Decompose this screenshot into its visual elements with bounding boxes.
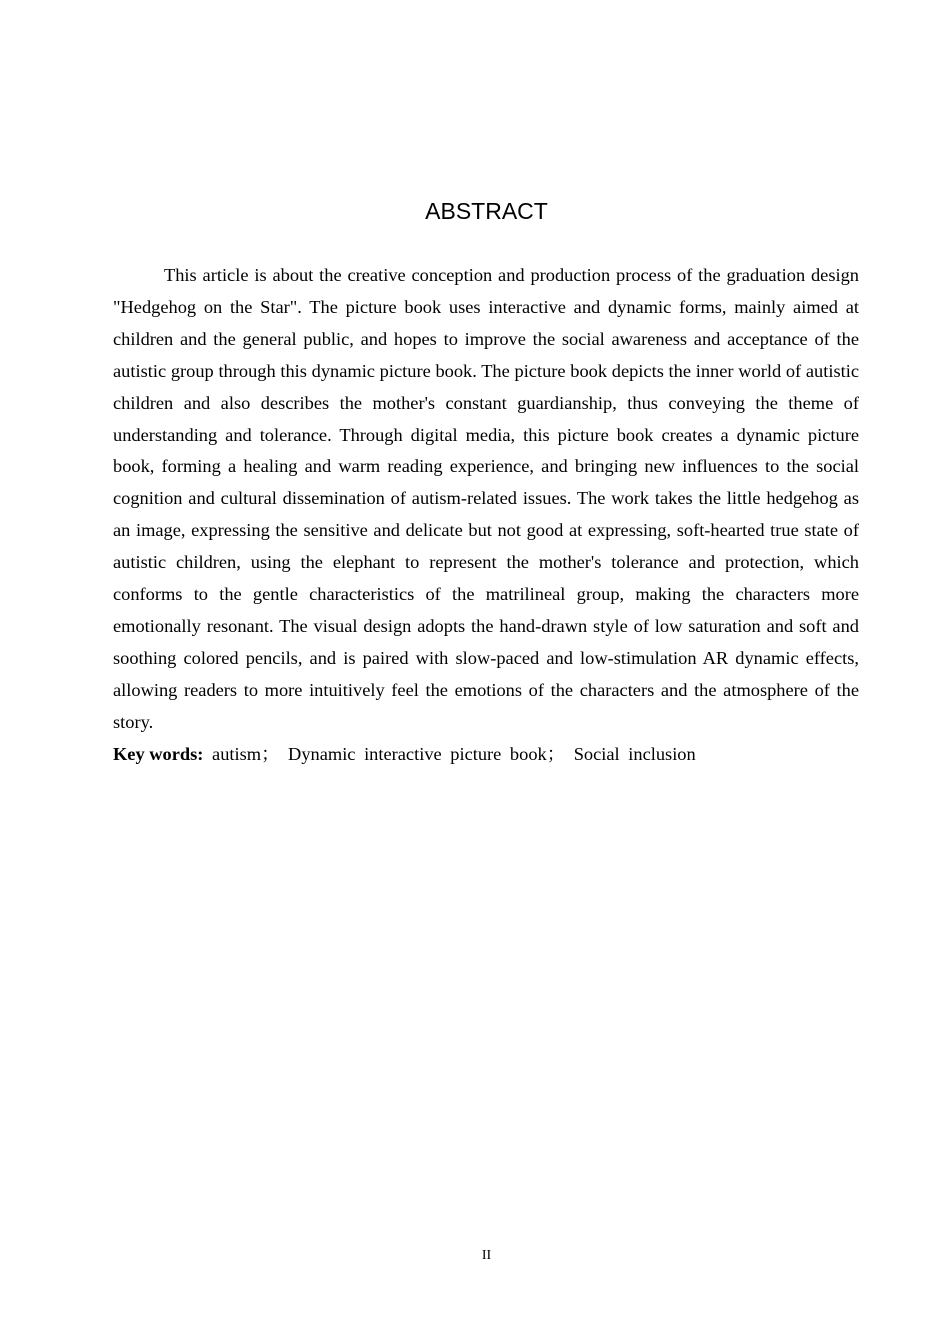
keywords-text: autism； Dynamic interactive picture book； Social inclusion (212, 744, 696, 764)
page-number: II (481, 1248, 492, 1263)
keywords-label: Key words: (113, 744, 204, 764)
abstract-title: ABSTRACT (425, 198, 548, 224)
keywords-line (113, 739, 859, 771)
abstract-body: This article is about the creative conception and production process of the graduation design "Hedgehog on the Star". The picture book uses interactive and dynamic forms, mainly aimed at children and the general public, and hopes to improve the social awareness and acceptance of the autistic group through this dynamic picture book. The picture book depicts the inner world of autistic children and also describes the mother's constant guardianship, thus conveying the theme of understanding and tolerance. Through digital media, this picture book creates a dynamic picture book, forming a healing and warm reading experience, and bringing new influences to the social cognition and cultural dissemination of autism-related issues. The work takes the little hedgehog as an image, expressing the sensitive and delicate but not good at expressing, soft-hearted true state of autistic children, using the elephant to represent the mother's tolerance and protection, which conforms to the gentle characteristics of the matrilineal group, making the characters more emotionally resonant. The visual design adopts the hand-drawn style of low saturation and soft and soothing colored pencils, and is paired with slow-paced and low-stimulation AR dynamic effects, allowing readers to more intuitively feel the emotions of the characters and the atmosphere of the story. (113, 265, 859, 732)
